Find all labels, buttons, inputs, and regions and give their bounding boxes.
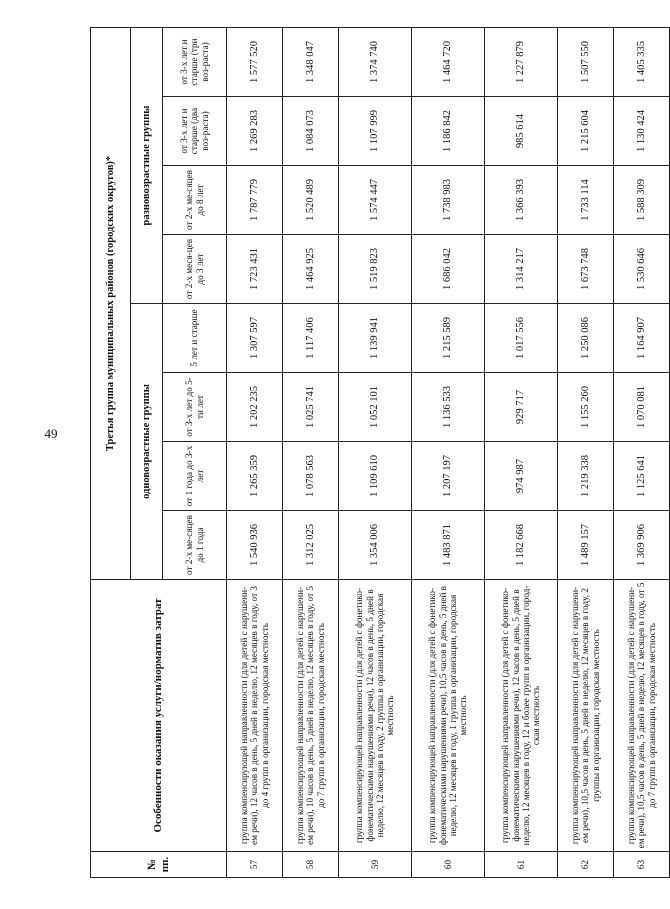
cost-value: 1 078 563: [282, 442, 338, 511]
row-number: 61: [484, 852, 557, 878]
cost-value: 1 366 393: [484, 166, 557, 235]
cost-value: 1 164 907: [613, 304, 669, 373]
table-row: [282, 28, 338, 878]
cost-value: 1 136 533: [411, 373, 484, 442]
cost-value: 1 405 335: [613, 28, 669, 97]
table-row: [227, 28, 283, 878]
cost-value: 1 588 309: [613, 166, 669, 235]
cost-value: 1 489 157: [557, 511, 613, 580]
cost-value: 1 070 081: [613, 373, 669, 442]
cost-value: 1 139 941: [338, 304, 411, 373]
cost-value: 1 483 871: [411, 511, 484, 580]
table-row: [411, 28, 484, 878]
cost-value: 1 107 999: [338, 97, 411, 166]
cost-value: 1 202 235: [227, 373, 283, 442]
cost-value: 1 577 520: [227, 28, 283, 97]
cost-value: 1 507 550: [557, 28, 613, 97]
cost-value: 1 733 114: [557, 166, 613, 235]
cost-value: 1 186 842: [411, 97, 484, 166]
table-row: [484, 28, 557, 878]
cost-value: 1 574 447: [338, 166, 411, 235]
same-age-groups-header: одновозрастные группы: [131, 304, 163, 580]
cost-value: 1 312 025: [282, 511, 338, 580]
row-number: 59: [338, 852, 411, 878]
sub-header: от 2-х ме-сяцев до 1 года: [163, 511, 227, 580]
cost-value: 1 155 260: [557, 373, 613, 442]
row-description: группа компенсирующей направленности (для детей с фонетико-фонематическими нарушениями речи), 12 часов в день, 5 дней в неделю, 12 месяцев в году, 12 и более групп в организации, город-ская местность: [484, 580, 557, 852]
sub-header: от 3-х лет и старше (три воз-раста): [163, 28, 227, 97]
row-description: группа компенсирующей направленности (для детей с нарушени-ем речи), 10,5 часов в день, 5 дней в неделю, 12 месяцев в году, 2 группы в организации, городская местность: [557, 580, 613, 852]
cost-value: 1 519 823: [338, 235, 411, 304]
row-description: группа компенсирующей направленности (для детей с нарушени-ем речи), 10,5 часов в день, 5 дней в неделю, 12 месяцев в году, от 5 до 7 групп в организации, городская местность: [613, 580, 669, 852]
cost-value: 1 530 646: [613, 235, 669, 304]
cost-value: 1 314 217: [484, 235, 557, 304]
cost-value: 1 125 641: [613, 442, 669, 511]
row-description: группа компенсирующей направленности (для детей с фонетико-фонематическими нарушениями речи), 12 часов в день, 5 дней в неделю, 12 месяцев в году, 2 группы в организации, городская местность: [338, 580, 411, 852]
row-number: 62: [557, 852, 613, 878]
column-header-no: № пп.: [91, 852, 227, 878]
cost-value: 1 130 424: [613, 97, 669, 166]
sub-header: 5 лет и старше: [163, 304, 227, 373]
cost-value: 1 084 073: [282, 97, 338, 166]
cost-value: 1 017 556: [484, 304, 557, 373]
cost-value: 1 723 431: [227, 235, 283, 304]
cost-value: 1 215 604: [557, 97, 613, 166]
cost-value: 1 374 740: [338, 28, 411, 97]
group-header: Третья группа муниципальных районов (городских округов)*: [91, 28, 131, 580]
cost-value: 1 348 047: [282, 28, 338, 97]
sub-header: от 1 года до 3-х лет: [163, 442, 227, 511]
cost-value: 974 987: [484, 442, 557, 511]
row-number: 57: [227, 852, 283, 878]
cost-value: 1 215 589: [411, 304, 484, 373]
cost-value: 1 117 406: [282, 304, 338, 373]
cost-value: 1 052 101: [338, 373, 411, 442]
mixed-age-groups-header: разновозрастные группы: [131, 28, 163, 304]
cost-value: 1 250 086: [557, 304, 613, 373]
sub-header: от 2-х меся-цев до 3 лет: [163, 235, 227, 304]
sub-header: от 3-х лет до 5-ти лет: [163, 373, 227, 442]
table-row: [613, 28, 669, 878]
row-description: группа компенсирующей направленности (для детей с фонетико-фонематическими нарушениями речи), 10,5 часов в день, 5 дней в неделю, 12 месяцев в году, 1 группа в организации, городская местность: [411, 580, 484, 852]
cost-value: 1 182 668: [484, 511, 557, 580]
page-number: 49: [44, 426, 58, 441]
cost-value: 1 673 748: [557, 235, 613, 304]
sub-header: от 3-х лет и старше (два воз-раста): [163, 97, 227, 166]
cost-value: 1 219 338: [557, 442, 613, 511]
cost-value: 929 717: [484, 373, 557, 442]
cost-norms-table: [90, 27, 670, 878]
row-number: 63: [613, 852, 669, 878]
cost-value: 1 540 936: [227, 511, 283, 580]
row-number: 60: [411, 852, 484, 878]
table-container: [90, 28, 670, 878]
cost-value: 1 227 879: [484, 28, 557, 97]
cost-value: 1 109 610: [338, 442, 411, 511]
cost-value: 1 686 042: [411, 235, 484, 304]
cost-value: 1 464 925: [282, 235, 338, 304]
cost-value: 1 207 197: [411, 442, 484, 511]
cost-value: 1 787 779: [227, 166, 283, 235]
row-description: группа компенсирующей направленности (для детей с нарушени-ем речи), 12 часов в день, 5 дней в неделю, 12 месяцев в году, от 3 до 4 групп в организации, городская местность: [227, 580, 283, 852]
table-row: [338, 28, 411, 878]
cost-value: 1 464 720: [411, 28, 484, 97]
column-header-description: Особенности оказания услуги/норматив затрат: [91, 580, 227, 852]
cost-value: 1 269 283: [227, 97, 283, 166]
cost-value: 1 369 906: [613, 511, 669, 580]
sub-header: от 2-х ме-сяцев до 8 лет: [163, 166, 227, 235]
row-description: группа компенсирующей направленности (для детей с нарушени-ем речи), 10 часов в день, 5 дней в неделю, 12 месяцев в году, от 5 до 7 групп в организации, городская местность: [282, 580, 338, 852]
cost-value: 1 738 983: [411, 166, 484, 235]
cost-value: 1 520 489: [282, 166, 338, 235]
cost-value: 1 265 359: [227, 442, 283, 511]
cost-value: 1 307 597: [227, 304, 283, 373]
cost-value: 1 354 006: [338, 511, 411, 580]
table-row: [557, 28, 613, 878]
row-number: 58: [282, 852, 338, 878]
cost-value: 985 614: [484, 97, 557, 166]
cost-value: 1 025 741: [282, 373, 338, 442]
table-body: [227, 28, 670, 878]
